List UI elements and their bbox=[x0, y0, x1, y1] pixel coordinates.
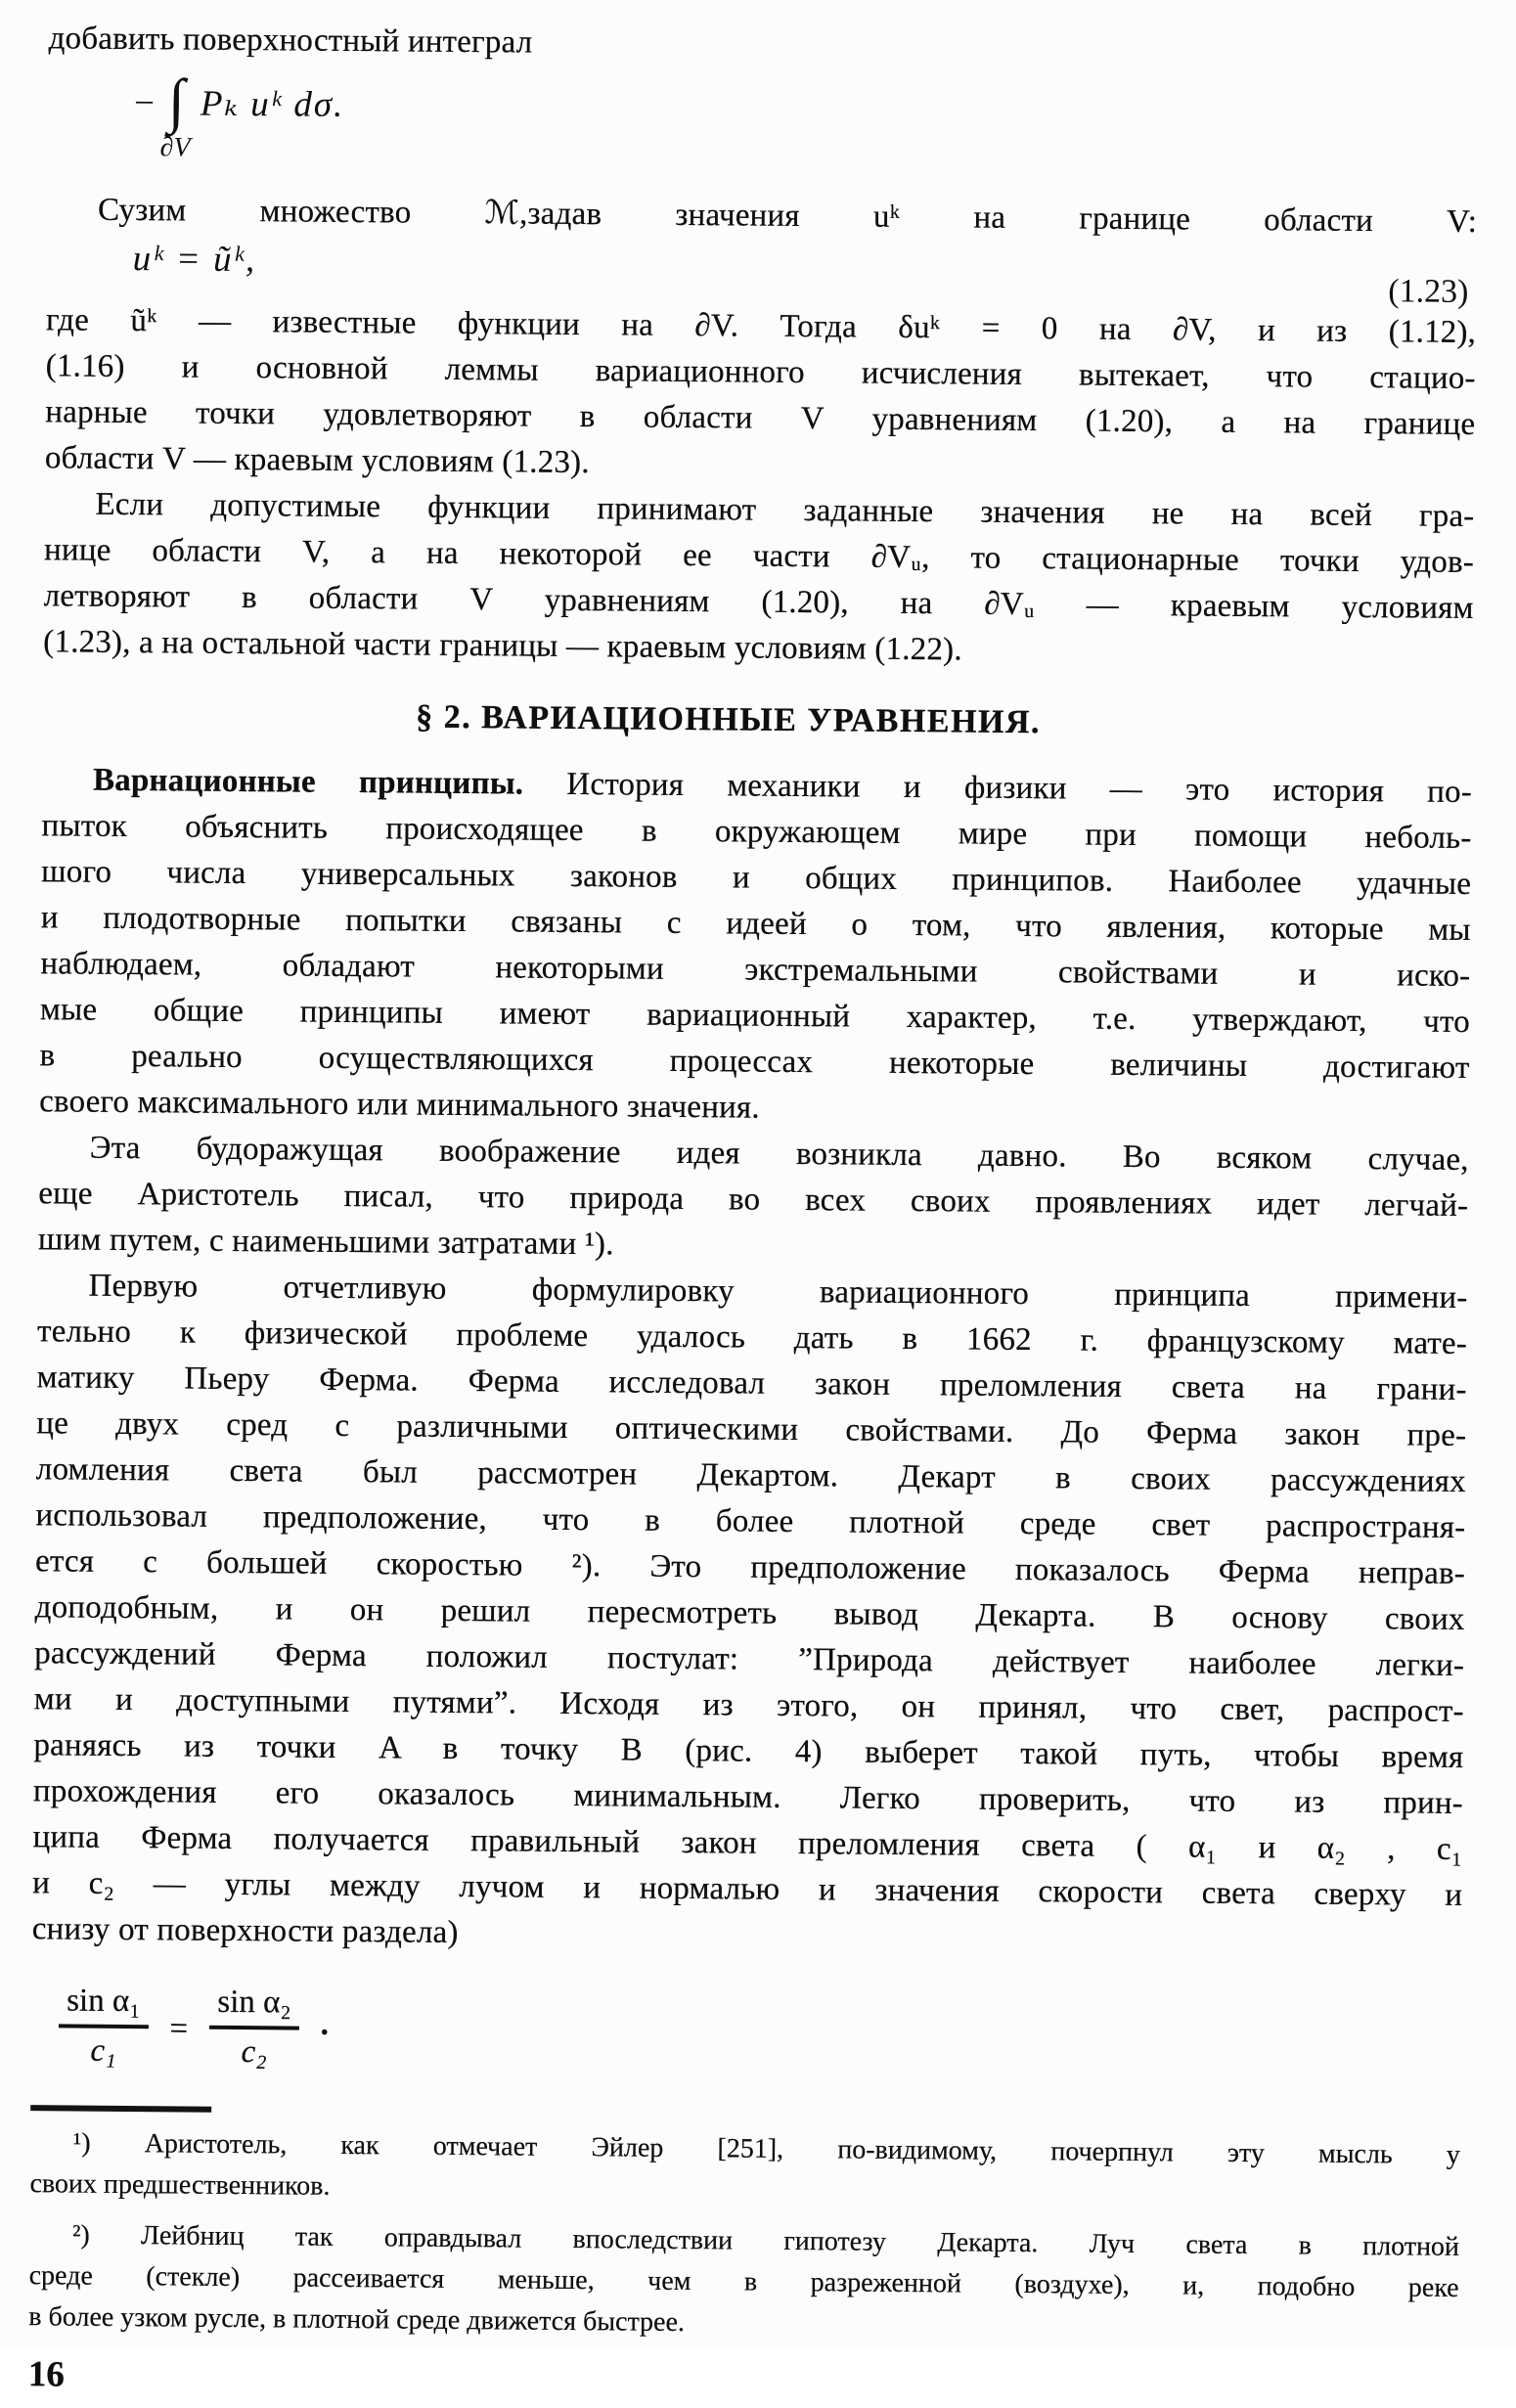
body-line: (1.16) и основной леммы вариационного исчисления вытекает, что стацио- bbox=[45, 348, 1476, 397]
body-line: (1.23), а на остальной части границы — краевым условиям (1.22). bbox=[43, 624, 962, 668]
page-number: 16 bbox=[27, 2354, 65, 2395]
body-line: и c₂ — углы между лучом и нормалью и значения скорости света сверху и bbox=[32, 1865, 1463, 1913]
body-line: Первую отчетливую формулировку вариационного принципа примени- bbox=[88, 1268, 1468, 1315]
formula-surface-integral bbox=[133, 68, 1478, 196]
period: . bbox=[320, 2006, 330, 2042]
body-line: летворяют в области V уравнениям (1.20), на ∂Vᵤ — краевым условиям bbox=[43, 578, 1474, 626]
paragraph-fermat bbox=[32, 1263, 1468, 1965]
body-line: тельно к физической проблеме удалось дать в 1662 г. французскому мате- bbox=[36, 1314, 1468, 1361]
body-line: своего максимального или минимального значения. bbox=[39, 1084, 760, 1126]
body-line: ми и доступными путями”. Исходя из этого, он принял, что свет, распрост- bbox=[33, 1681, 1464, 1729]
denominator: c₂ bbox=[241, 2034, 267, 2071]
body-line: шого числа универсальных законов и общих принципов. Наиболее удачные bbox=[41, 854, 1472, 902]
body-line: рассуждений Ферма положил постулат: ”Природа действует наиболее легки- bbox=[34, 1635, 1465, 1683]
footnote-line: в более узком русле, в плотной среде движется быстрее. bbox=[28, 2301, 686, 2339]
bold-lead: Варнационные принципы. bbox=[92, 762, 524, 802]
equals-sign: = bbox=[169, 2010, 189, 2047]
lead-line-rest: История механики и физики — это история по- bbox=[566, 766, 1473, 810]
body-line: ципа Ферма получается правильный закон преломления света ( α₁ и α₂ , c₁ bbox=[32, 1819, 1463, 1867]
denominator: c₁ bbox=[90, 2032, 116, 2069]
paragraph-aristotle bbox=[38, 1125, 1469, 1275]
equation-number: (1.23) bbox=[1388, 273, 1469, 310]
fraction-right bbox=[209, 1984, 299, 2072]
body-line: Если допустимые функции принимают заданные значения не на всей гра- bbox=[95, 486, 1475, 534]
paragraph-variational-principles bbox=[39, 757, 1472, 1137]
body-line: нарные точки удовлетворяют в области V уравнениям (1.20), а на границе bbox=[45, 394, 1476, 443]
integral-with-limit bbox=[159, 67, 191, 163]
footnote-divider bbox=[30, 2105, 211, 2113]
top-line: добавить поверхностный интеграл bbox=[48, 21, 533, 61]
formula-snell-law bbox=[58, 1968, 1461, 2096]
body-line: мые общие принципы имеют вариационный характер, т.е. утверждают, что bbox=[39, 992, 1471, 1040]
footnote-1 bbox=[29, 2122, 1460, 2217]
body-line: еще Аристотель писал, что природа во всех своих проявлениях идет легчай- bbox=[38, 1176, 1469, 1224]
body-line: и плодотворные попытки связаны с идеей о том, что явления, которые мы bbox=[40, 900, 1471, 948]
integral-sign: ∫ bbox=[167, 67, 186, 135]
body-line: матику Пьеру Ферма. Ферма исследовал закон преломления света на грани- bbox=[36, 1360, 1467, 1407]
body-line: доподобным, и он решил пересмотреть вывод Декарта. В основу своих bbox=[34, 1589, 1465, 1637]
footnote-2 bbox=[28, 2214, 1459, 2350]
body-line: шим путем, с наименьшими затратами ¹). bbox=[37, 1222, 614, 1263]
body-line: наблюдаем, обладают некоторыми экстремальными свойствами и иско- bbox=[40, 946, 1471, 994]
body-line: прохождения его оказалось минимальным. Легко проверить, что из прин- bbox=[32, 1773, 1464, 1821]
footnote-line: своих предшественников. bbox=[29, 2168, 331, 2202]
formula-body: Pₖ uᵏ dσ. bbox=[200, 83, 345, 125]
paragraph-admissible-functions bbox=[43, 481, 1475, 678]
body-line: пыток объяснить происходящее в окружающем мире при помощи неболь- bbox=[41, 808, 1472, 856]
footnote-line: ¹) Аристотель, как отмечает Эйлер [251], по-видимому, почерпнул эту мысль у bbox=[72, 2127, 1460, 2170]
numerator: sin α₂ bbox=[209, 1984, 299, 2030]
numerator: sin α₁ bbox=[59, 1983, 149, 2029]
body-line: ломления света был рассмотрен Декартом. Декарт в своих рассуждениях bbox=[35, 1451, 1466, 1499]
footnote-line: среде (стекле) рассеивается меньше, чем в разреженной (воздухе), и, подобно реке bbox=[28, 2260, 1459, 2303]
body-line: нице области V, а на некоторой ее части ∂Vᵤ, то стационарные точки удов- bbox=[43, 532, 1475, 580]
minus-sign: − bbox=[133, 83, 156, 124]
body-line: снизу от поверхности раздела) bbox=[31, 1911, 459, 1950]
body-line: Эта будоражущая воображение идея возникла давно. Во всяком случае, bbox=[89, 1130, 1469, 1178]
fraction-left bbox=[59, 1983, 149, 2070]
body-line: ется с большей скоростью ²). Это предположение показалось Ферма неправ- bbox=[34, 1543, 1466, 1591]
footnote-line: ²) Лейбниц так оправдывал впоследствии гипотезу Декарта. Луч света в плотной bbox=[71, 2219, 1460, 2262]
section-heading: § 2. ВАРИАЦИОННЫЕ УРАВНЕНИЯ. bbox=[416, 698, 1042, 741]
body-line: где ũᵏ — известные функции на ∂V. Тогда δuᵏ = 0 на ∂V, и из (1.12), bbox=[45, 302, 1477, 351]
formula-boundary-condition: uᵏ = ũᵏ, bbox=[132, 239, 257, 281]
body-line: це двух сред с различными оптическими свойствами. До Ферма закон пре- bbox=[36, 1405, 1467, 1453]
integral-lower-limit: ∂V bbox=[159, 132, 191, 163]
paragraph-after-equation bbox=[45, 297, 1477, 494]
intro-line: Сузим множество ℳ,задав значения uᵏ на границе области V: bbox=[97, 192, 1478, 241]
body-line: раняясь из точки A в точку B (рис. 4) выберет такой путь, чтобы время bbox=[33, 1727, 1464, 1775]
body-line: в реально осуществляющихся процессах некоторые величины достигают bbox=[39, 1038, 1470, 1086]
body-line: области V — краевым условиям (1.23). bbox=[44, 440, 590, 481]
body-line: использовал предположение, что в более плотной среде свет распространя- bbox=[35, 1497, 1466, 1545]
